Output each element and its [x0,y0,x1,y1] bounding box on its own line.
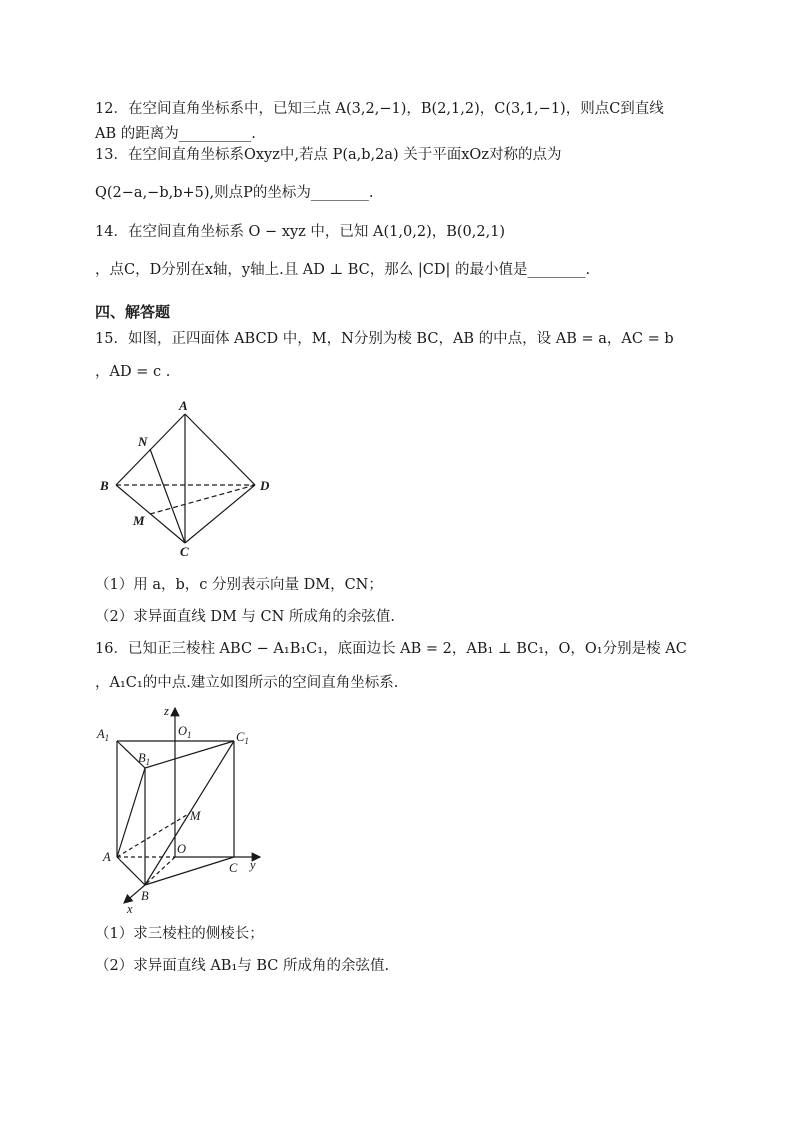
problem-15-question-1: （1）用 a，b，c 分别表示向量 DM，CN； [95,577,383,593]
label-m: M [133,513,145,528]
segment-ab1 [117,768,145,857]
segment-dm [150,485,255,514]
label-b1: $B_1$ [138,751,151,767]
label-a: A [103,850,111,864]
problem-15-line2: ，AD = c . [95,364,171,380]
edge-cd [185,485,255,543]
problem-16-question-1: （1）求三棱柱的侧棱长； [95,926,264,942]
label-b: B [141,889,149,903]
problem-13-line2: Q(2−a,−b,b+5),则点P的坐标为________. [95,185,374,201]
problem-15-question-2: （2）求异面直线 DM 与 CN 所成角的余弦值. [95,609,396,625]
problem-12-line1: 12．在空间直角坐标系中，已知三点 A(3,2,−1)，B(2,1,2)，C(3,1,−1)，则点C到直线 [95,101,664,117]
label-d: D [260,478,270,493]
problem-15-line1: 15．如图，正四面体 ABCD 中，M，N分别为棱 BC，AB 的中点，设 AB = a，AC = b [95,331,674,347]
problem-13-line1: 13．在空间直角坐标系Oxyz中,若点 P(a,b,2a) 关于平面xOz对称的点为 [95,147,562,163]
problem-14-line1: 14．在空间直角坐标系 O − xyz 中，已知 A(1,0,2)，B(0,2,1) [95,224,506,240]
label-z: z [164,704,169,718]
problem-16-line1: 16．已知正三棱柱 ABC − A₁B₁C₁，底面边长 AB = 2，AB₁ ⊥ BC₁，O，O₁分别是棱 AC [95,641,687,657]
edge-ad [185,414,255,485]
figure-prism [90,700,270,915]
edge-bc [145,857,234,885]
label-m: M [190,809,201,823]
label-x: x [127,902,133,915]
label-y: y [250,858,256,872]
problem-14-line2: ，点C，D分别在x轴，y轴上.且 AD ⊥ BC，那么 |CD| 的最小值是________. [95,262,591,278]
edge-ab [117,857,145,885]
label-c1: $C_1$ [236,730,249,746]
label-o: O [177,842,187,856]
label-b: B [100,478,109,493]
label-n: N [138,434,148,449]
label-o1: $O_1$ [178,724,192,740]
figure-tetrahedron [90,390,290,565]
problem-12-line2: AB 的距离为__________. [95,126,256,142]
edge-b1c1 [145,741,234,768]
problem-16-line2: ，A₁C₁的中点.建立如图所示的空间直角坐标系. [95,675,399,691]
label-a: A [179,398,188,413]
section-heading-answers: 四、解答题 [95,303,171,321]
label-c: C [229,861,238,875]
label-c: C [180,544,189,559]
problem-16-question-2: （2）求异面直线 AB₁与 BC 所成角的余弦值. [95,958,390,974]
label-a1: $A_1$ [97,727,110,743]
